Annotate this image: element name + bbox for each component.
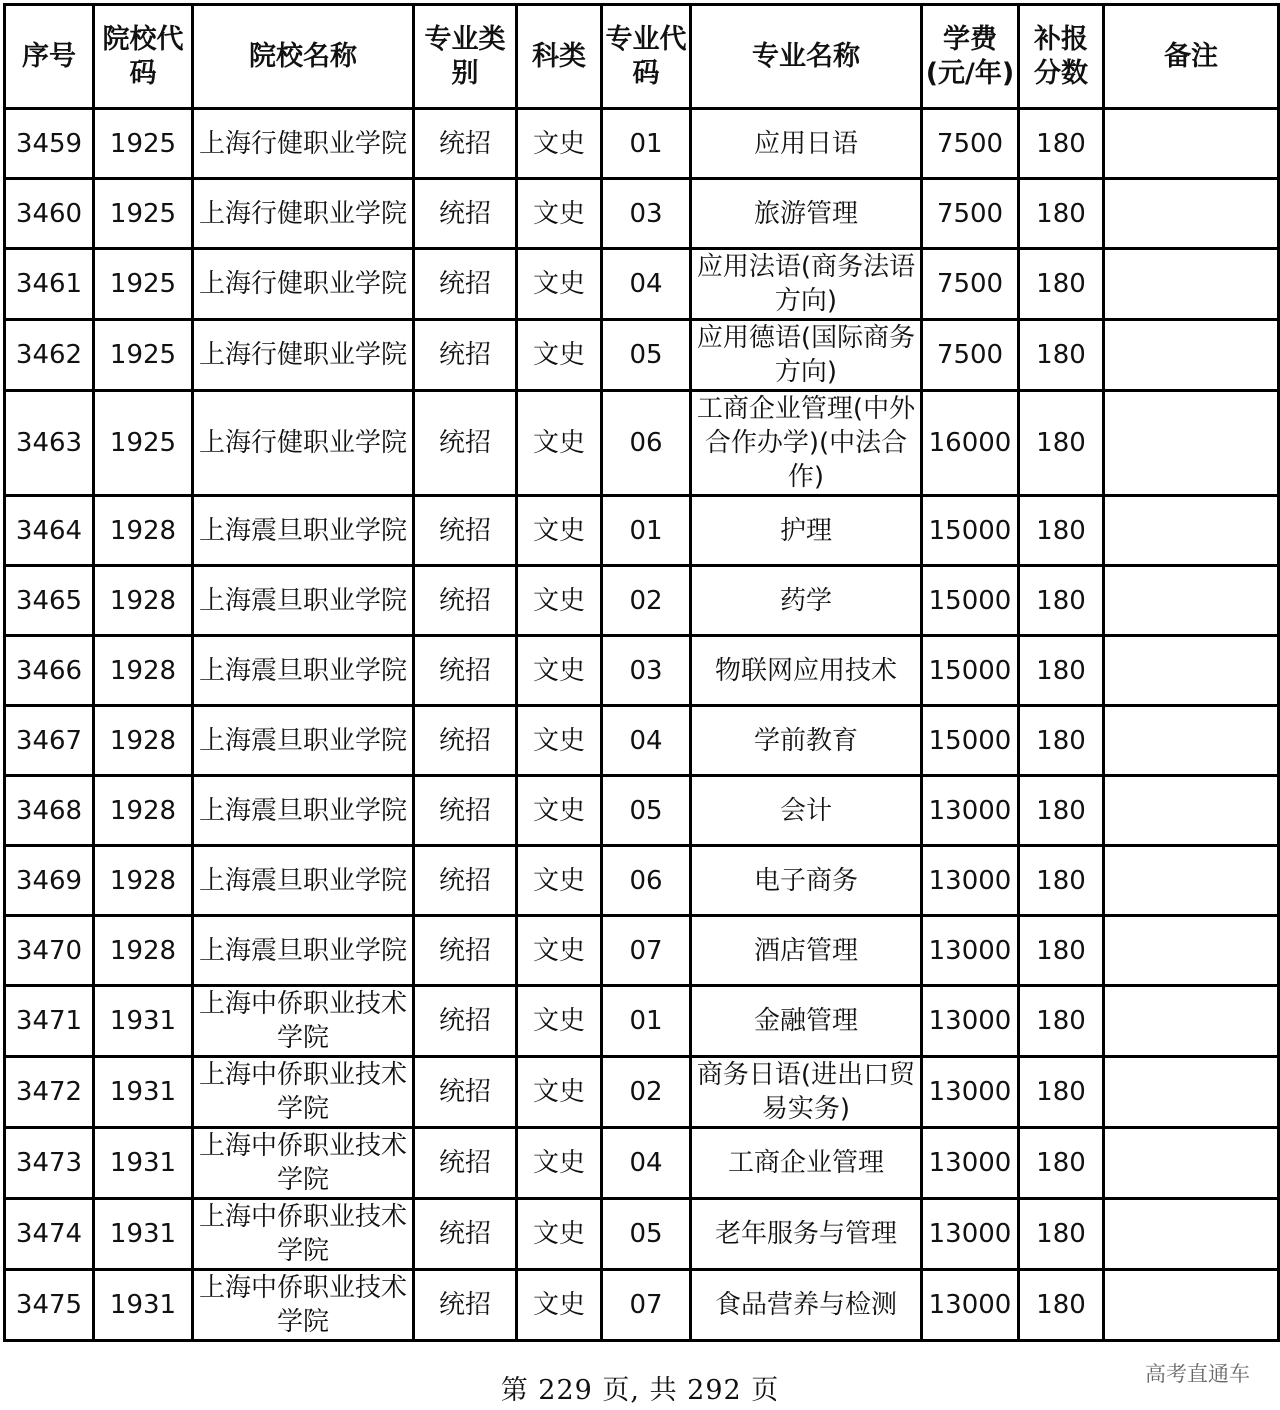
cell-major-code: 06 [602, 391, 691, 496]
cell-school-code: 1925 [94, 179, 193, 249]
cell-school-code: 1931 [94, 986, 193, 1057]
cell-major-name: 物联网应用技术 [691, 636, 922, 706]
cell-remarks [1104, 916, 1279, 986]
cell-tuition: 13000 [922, 846, 1019, 916]
cell-major-code: 05 [602, 776, 691, 846]
cell-major-code: 05 [602, 320, 691, 391]
cell-major-category: 统招 [414, 1199, 517, 1270]
cell-tuition: 13000 [922, 916, 1019, 986]
cell-remarks [1104, 496, 1279, 566]
cell-major-category: 统招 [414, 1128, 517, 1199]
cell-school-name: 上海中侨职业技术学院 [193, 986, 414, 1057]
cell-major-name: 工商企业管理(中外合作办学)(中法合作) [691, 391, 922, 496]
watermark: 高考直通车 [1145, 1362, 1250, 1386]
cell-school-name: 上海震旦职业学院 [193, 706, 414, 776]
cell-major-code: 04 [602, 706, 691, 776]
cell-school-code: 1925 [94, 249, 193, 320]
cell-major-name: 应用日语 [691, 109, 922, 179]
table-row [5, 636, 1279, 706]
cell-major-name: 学前教育 [691, 706, 922, 776]
cell-tuition: 15000 [922, 496, 1019, 566]
cell-major-category: 统招 [414, 986, 517, 1057]
cell-major-name: 工商企业管理 [691, 1128, 922, 1199]
cell-major-code: 01 [602, 496, 691, 566]
cell-subject-type: 文史 [517, 1128, 602, 1199]
cell-major-code: 02 [602, 566, 691, 636]
cell-school-code: 1925 [94, 109, 193, 179]
cell-major-name: 酒店管理 [691, 916, 922, 986]
cell-supplement-score: 180 [1019, 109, 1104, 179]
cell-supplement-score: 180 [1019, 1128, 1104, 1199]
cell-serial-number: 3467 [5, 706, 94, 776]
cell-major-code: 02 [602, 1057, 691, 1128]
cell-major-category: 统招 [414, 320, 517, 391]
table-row [5, 391, 1279, 496]
cell-supplement-score: 180 [1019, 706, 1104, 776]
cell-remarks [1104, 706, 1279, 776]
cell-subject-type: 文史 [517, 846, 602, 916]
cell-major-name: 护理 [691, 496, 922, 566]
cell-supplement-score: 180 [1019, 916, 1104, 986]
cell-school-name: 上海中侨职业技术学院 [193, 1199, 414, 1270]
cell-supplement-score: 180 [1019, 391, 1104, 496]
table-row [5, 1270, 1279, 1341]
cell-serial-number: 3475 [5, 1270, 94, 1341]
header-school-code: 院校代码 [94, 5, 193, 109]
cell-major-code: 01 [602, 986, 691, 1057]
cell-supplement-score: 180 [1019, 320, 1104, 391]
cell-supplement-score: 180 [1019, 249, 1104, 320]
cell-tuition: 13000 [922, 1057, 1019, 1128]
cell-school-code: 1928 [94, 706, 193, 776]
cell-major-name: 应用法语(商务法语方向) [691, 249, 922, 320]
cell-major-category: 统招 [414, 706, 517, 776]
cell-school-name: 上海震旦职业学院 [193, 566, 414, 636]
table-row [5, 249, 1279, 320]
cell-subject-type: 文史 [517, 986, 602, 1057]
header-major-code: 专业代码 [602, 5, 691, 109]
cell-major-category: 统招 [414, 391, 517, 496]
cell-major-code: 04 [602, 249, 691, 320]
header-remarks: 备注 [1104, 5, 1279, 109]
cell-remarks [1104, 1057, 1279, 1128]
cell-school-name: 上海行健职业学院 [193, 320, 414, 391]
header-major-category: 专业类别 [414, 5, 517, 109]
cell-major-category: 统招 [414, 636, 517, 706]
cell-school-code: 1925 [94, 320, 193, 391]
cell-subject-type: 文史 [517, 179, 602, 249]
cell-school-code: 1928 [94, 916, 193, 986]
cell-school-name: 上海震旦职业学院 [193, 776, 414, 846]
cell-major-code: 03 [602, 636, 691, 706]
cell-school-code: 1931 [94, 1128, 193, 1199]
cell-school-code: 1928 [94, 636, 193, 706]
cell-serial-number: 3474 [5, 1199, 94, 1270]
cell-remarks [1104, 1199, 1279, 1270]
cell-major-category: 统招 [414, 249, 517, 320]
table-row [5, 1057, 1279, 1128]
cell-major-category: 统招 [414, 846, 517, 916]
cell-school-name: 上海行健职业学院 [193, 179, 414, 249]
cell-remarks [1104, 249, 1279, 320]
cell-remarks [1104, 846, 1279, 916]
cell-tuition: 13000 [922, 1270, 1019, 1341]
header-supplement-score: 补报分数 [1019, 5, 1104, 109]
cell-serial-number: 3462 [5, 320, 94, 391]
cell-remarks [1104, 1270, 1279, 1341]
table-row [5, 496, 1279, 566]
cell-major-code: 03 [602, 179, 691, 249]
cell-major-category: 统招 [414, 566, 517, 636]
cell-serial-number: 3465 [5, 566, 94, 636]
cell-major-name: 金融管理 [691, 986, 922, 1057]
cell-school-name: 上海震旦职业学院 [193, 496, 414, 566]
table-row [5, 566, 1279, 636]
table-row [5, 916, 1279, 986]
cell-remarks [1104, 109, 1279, 179]
cell-supplement-score: 180 [1019, 496, 1104, 566]
cell-serial-number: 3464 [5, 496, 94, 566]
cell-major-category: 统招 [414, 179, 517, 249]
table-row [5, 706, 1279, 776]
cell-major-code: 05 [602, 1199, 691, 1270]
cell-serial-number: 3460 [5, 179, 94, 249]
admission-table [3, 3, 1280, 1342]
cell-supplement-score: 180 [1019, 986, 1104, 1057]
cell-school-name: 上海行健职业学院 [193, 391, 414, 496]
cell-major-name: 应用德语(国际商务方向) [691, 320, 922, 391]
cell-tuition: 16000 [922, 391, 1019, 496]
cell-remarks [1104, 986, 1279, 1057]
cell-supplement-score: 180 [1019, 846, 1104, 916]
cell-subject-type: 文史 [517, 776, 602, 846]
cell-serial-number: 3461 [5, 249, 94, 320]
cell-school-code: 1928 [94, 566, 193, 636]
cell-serial-number: 3459 [5, 109, 94, 179]
cell-tuition: 13000 [922, 776, 1019, 846]
cell-supplement-score: 180 [1019, 1057, 1104, 1128]
header-tuition: 学费(元/年) [922, 5, 1019, 109]
cell-major-code: 04 [602, 1128, 691, 1199]
cell-subject-type: 文史 [517, 1270, 602, 1341]
cell-remarks [1104, 636, 1279, 706]
cell-tuition: 15000 [922, 706, 1019, 776]
cell-tuition: 7500 [922, 320, 1019, 391]
cell-serial-number: 3463 [5, 391, 94, 496]
table-row [5, 776, 1279, 846]
cell-tuition: 13000 [922, 1128, 1019, 1199]
cell-major-name: 旅游管理 [691, 179, 922, 249]
table-row [5, 1199, 1279, 1270]
cell-serial-number: 3471 [5, 986, 94, 1057]
cell-subject-type: 文史 [517, 636, 602, 706]
cell-school-code: 1925 [94, 391, 193, 496]
cell-serial-number: 3472 [5, 1057, 94, 1128]
cell-supplement-score: 180 [1019, 636, 1104, 706]
cell-subject-type: 文史 [517, 1057, 602, 1128]
cell-supplement-score: 180 [1019, 1199, 1104, 1270]
table-row [5, 986, 1279, 1057]
cell-school-code: 1928 [94, 776, 193, 846]
header-major-name: 专业名称 [691, 5, 922, 109]
table-row [5, 320, 1279, 391]
cell-tuition: 13000 [922, 986, 1019, 1057]
cell-tuition: 15000 [922, 566, 1019, 636]
cell-subject-type: 文史 [517, 391, 602, 496]
cell-major-name: 食品营养与检测 [691, 1270, 922, 1341]
cell-major-category: 统招 [414, 1057, 517, 1128]
cell-school-name: 上海行健职业学院 [193, 249, 414, 320]
cell-major-code: 06 [602, 846, 691, 916]
cell-remarks [1104, 179, 1279, 249]
cell-major-name: 会计 [691, 776, 922, 846]
cell-school-name: 上海震旦职业学院 [193, 916, 414, 986]
header-subject-type: 科类 [517, 5, 602, 109]
cell-major-name: 电子商务 [691, 846, 922, 916]
cell-serial-number: 3468 [5, 776, 94, 846]
cell-major-category: 统招 [414, 109, 517, 179]
cell-major-name: 老年服务与管理 [691, 1199, 922, 1270]
table-row [5, 1128, 1279, 1199]
cell-school-name: 上海中侨职业技术学院 [193, 1270, 414, 1341]
cell-serial-number: 3469 [5, 846, 94, 916]
cell-remarks [1104, 1128, 1279, 1199]
cell-subject-type: 文史 [517, 249, 602, 320]
cell-subject-type: 文史 [517, 1199, 602, 1270]
cell-serial-number: 3473 [5, 1128, 94, 1199]
cell-major-name: 药学 [691, 566, 922, 636]
cell-major-category: 统招 [414, 496, 517, 566]
cell-major-code: 07 [602, 916, 691, 986]
table-row [5, 846, 1279, 916]
cell-school-code: 1931 [94, 1057, 193, 1128]
cell-major-code: 07 [602, 1270, 691, 1341]
cell-tuition: 7500 [922, 109, 1019, 179]
cell-school-name: 上海中侨职业技术学院 [193, 1128, 414, 1199]
header-school-name: 院校名称 [193, 5, 414, 109]
cell-school-name: 上海中侨职业技术学院 [193, 1057, 414, 1128]
cell-school-code: 1928 [94, 496, 193, 566]
cell-tuition: 7500 [922, 179, 1019, 249]
cell-school-name: 上海行健职业学院 [193, 109, 414, 179]
cell-subject-type: 文史 [517, 320, 602, 391]
cell-major-code: 01 [602, 109, 691, 179]
cell-subject-type: 文史 [517, 496, 602, 566]
cell-remarks [1104, 320, 1279, 391]
cell-school-name: 上海震旦职业学院 [193, 636, 414, 706]
table-header-row [5, 5, 1279, 109]
cell-tuition: 13000 [922, 1199, 1019, 1270]
cell-major-category: 统招 [414, 916, 517, 986]
header-serial-number: 序号 [5, 5, 94, 109]
cell-supplement-score: 180 [1019, 566, 1104, 636]
cell-major-name: 商务日语(进出口贸易实务) [691, 1057, 922, 1128]
cell-remarks [1104, 391, 1279, 496]
cell-supplement-score: 180 [1019, 179, 1104, 249]
cell-remarks [1104, 776, 1279, 846]
cell-school-code: 1931 [94, 1270, 193, 1341]
cell-subject-type: 文史 [517, 706, 602, 776]
table-row [5, 179, 1279, 249]
cell-serial-number: 3470 [5, 916, 94, 986]
cell-major-category: 统招 [414, 776, 517, 846]
table-row [5, 109, 1279, 179]
cell-tuition: 7500 [922, 249, 1019, 320]
page-footer: 第 229 页, 共 292 页 [500, 1375, 780, 1406]
cell-school-code: 1931 [94, 1199, 193, 1270]
cell-major-category: 统招 [414, 1270, 517, 1341]
cell-remarks [1104, 566, 1279, 636]
cell-supplement-score: 180 [1019, 1270, 1104, 1341]
cell-supplement-score: 180 [1019, 776, 1104, 846]
cell-subject-type: 文史 [517, 566, 602, 636]
cell-school-name: 上海震旦职业学院 [193, 846, 414, 916]
cell-subject-type: 文史 [517, 109, 602, 179]
cell-school-code: 1928 [94, 846, 193, 916]
cell-serial-number: 3466 [5, 636, 94, 706]
cell-subject-type: 文史 [517, 916, 602, 986]
cell-tuition: 15000 [922, 636, 1019, 706]
